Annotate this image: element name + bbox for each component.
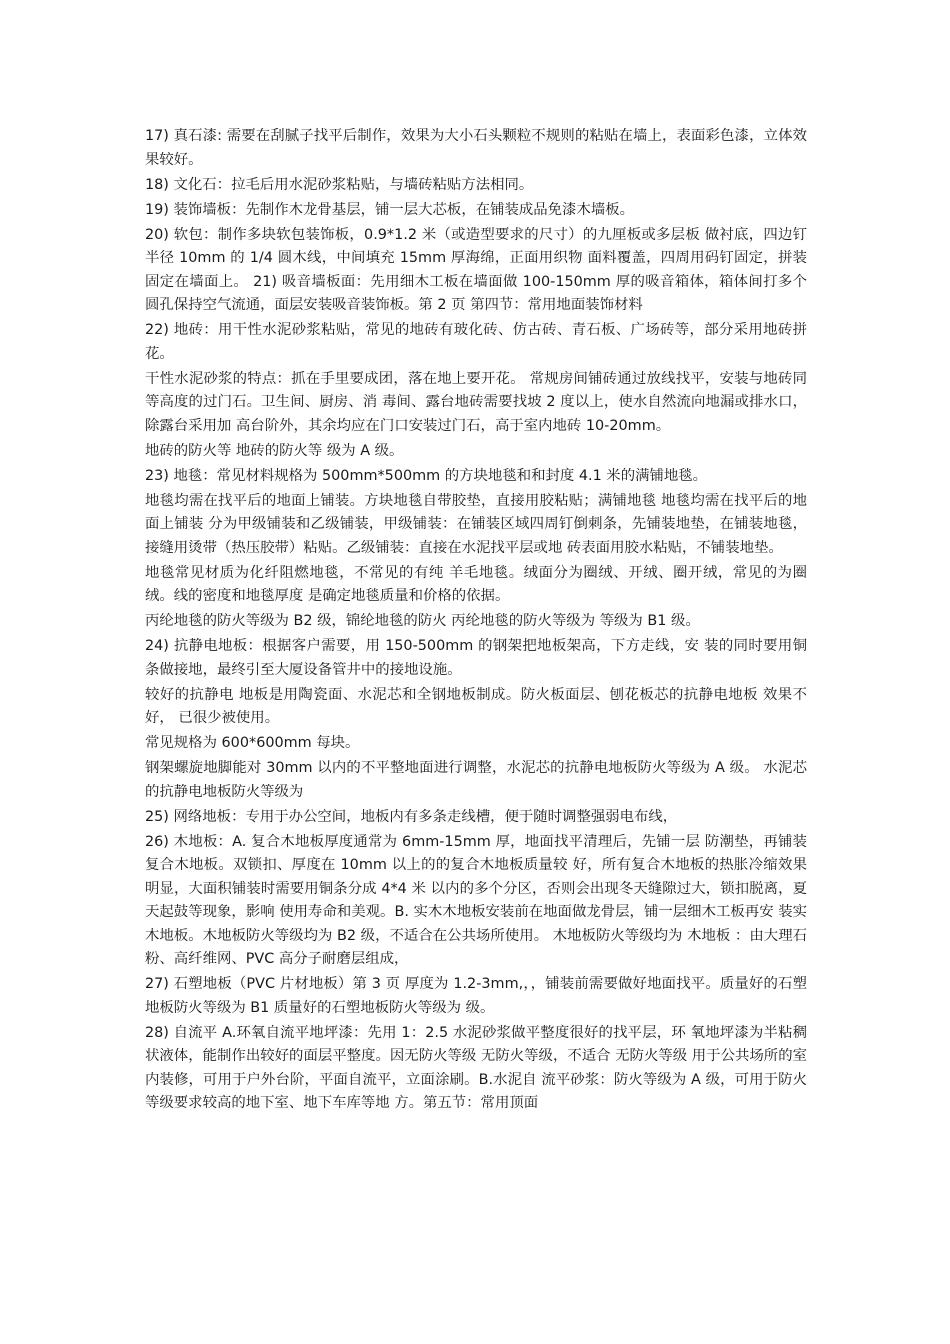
paragraph-24-antistatic-floor: 24) 抗静电地板：根据客户需要，用 150-500mm 的钢架把地板架高，下方走线，安 装的同时要用铜条做接地，最终引至大厦设备管井中的接地设施。 — [145, 638, 807, 678]
paragraph-18-cultured-stone: 18) 文化石：拉毛后用水泥砂浆粘贴，与墙砖粘贴方法相同。 — [145, 176, 534, 193]
paragraph-17-real-stone-paint: 17) 真石漆: 需要在刮腻子找平后制作，效果为大小石头颗粒不规则的粘贴在墙上，表面彩色漆，立体效果较好。 — [145, 128, 807, 168]
paragraph-carpet-installation: 地毯均需在找平后的地面上铺装。方块地毯自带胶垫，直接用胶粘贴；满铺地毯 地毯均需在找平后的地面上铺装 分为甲级铺装和乙级铺装，甲级铺装：在铺装区域四周钉倒刺条，先铺装地垫，在铺装地毯，接缝用烫带（热压胶带）粘贴。乙级铺装：直接在水泥找平层或地 砖表面用胶水粘贴，不铺装地垫。 — [145, 492, 807, 556]
paragraph-dry-mortar: 干性水泥砂浆的特点：抓在手里要成团，落在地上要开花。 常规房间铺砖通过放线找平，安装与地砖同等高度的过门石。卫生间、厨房、消 毒间、露台地砖需要找坡 2 度以上，使水自然流向地漏或排水口，除露台采用加 高台阶外，其余均应在门口安装过门石，高于室内地砖 10-20mm。 — [145, 370, 807, 434]
document-body — [145, 125, 807, 1117]
paragraph-25-network-floor: 25) 网络地板：专用于办公空间，地板内有多条走线槽，便于随时调整强弱电布线， — [145, 808, 678, 825]
paragraph-carpet-material: 地毯常见材质为化纤阻燃地毯，不常见的有纯 羊毛地毯。绒面分为圈绒、开绒、圈开绒，常见的为圈绒。线的密度和地毯厚度 是确定地毯质量和价格的依据。 — [145, 564, 807, 604]
paragraph-antistatic-size: 常见规格为 600*600mm 每块。 — [145, 735, 360, 751]
paragraph-20-soft-upholstery: 20) 软包：制作多块软包装饰板，0.9*1.2 米（或造型要求的尺寸）的九厘板或多层板 做衬底，四边钉半径 10mm 的 1/4 圆木线，中间填充 15mm 厚海绵，正面用织物 面料覆盖，四周用码钉固定，拼装固定在墙面上。 21) 吸音墙板面：先用细木工板在墙面做 100-150mm 厚的吸音箱体，箱体间打多个 圆孔保持空气流通，面层安装吸音装饰板。第 2 页 第四节：常用地面装饰材料 — [145, 226, 807, 313]
paragraph-27-stone-plastic-floor: 27) 石塑地板（PVC 片材地板）第 3 页 厚度为 1.2-3mm,，，铺装前需要做好地面找平。质量好的石塑地板防火等级为 B1 质量好的石塑地板防火等级为 级。 — [145, 976, 807, 1016]
paragraph-26-wood-floor: 26) 木地板：A. 复合木地板厚度通常为 6mm-15mm 厚，地面找平清理后，先铺一层 防潮垫，再铺装复合木地板。双锁扣、厚度在 10mm 以上的的复合木地板质量较 好，所有复合木地板的热胀冷缩效果明显，大面积铺装时需要用铜条分成 4*4 米 以内的多个分区，否则会出现冬天缝隙过大，锁扣脱离，夏天起鼓等现象，影响 使用寿命和美观。B. 实木木地板安装前在地面做龙骨层，铺一层细木工板再安 装实木地板。木地板防火等级均为 B2 级，不适合在公共场所使用。 木地板防火等级均为 木地板 ：由大理石粉、高纤维网、PVC 高分子耐磨层组成， — [145, 833, 807, 967]
paragraph-antistatic-fire-rating: 钢架螺旋地脚能对 30mm 以内的不平整地面进行调整，水泥芯的抗静电地板防火等级为 A 级。 水泥芯的抗静电地板防火等级为 — [145, 760, 807, 800]
paragraph-22-floor-tiles: 22) 地砖：用干性水泥砂浆粘贴，常见的地砖有玻化砖、仿古砖、青石板、广场砖等，部分采用地砖拼花。 — [145, 322, 807, 362]
paragraph-carpet-fire-rating: 丙纶地毯的防火等级为 B2 级，锦纶地毯的防火 丙纶地毯的防火等级为 等级为 B1 级。 — [145, 613, 700, 629]
paragraph-23-carpet: 23) 地毯：常见材料规格为 500mm*500mm 的方块地毯和和封度 4.1 米的满铺地毯。 — [145, 467, 708, 484]
paragraph-19-decorative-wall-panel: 19) 装饰墙板：先制作木龙骨基层，铺一层大芯板，在铺装成品免漆木墙板。 — [145, 201, 635, 218]
paragraph-antistatic-quality: 较好的抗静电 地板是用陶瓷面、水泥芯和全钢地板制成。防火板面层、刨花板芯的抗静电地板 效果不好， 已很少被使用。 — [145, 686, 807, 726]
paragraph-28-self-leveling: 28) 自流平 A.环氧自流平地坪漆：先用 1：2.5 水泥砂浆做平整度很好的找平层，环 氧地坪漆为半粘稠状液体，能制作出较好的面层平整度。因无防火等级 无防火等级，不适合 无防火等级 用于公共场所的室内装修，可用于户外台阶，平面自流平，立面涂刷。B.水泥自 流平砂浆：防火等级为 A 级，可用于防火等级要求较高的地下室、地下车库等地 方。第五节：常用顶面 — [145, 1024, 807, 1111]
paragraph-tile-fire-rating: 地砖的防火等 地砖的防火等 级为 A 级。 — [145, 442, 404, 459]
